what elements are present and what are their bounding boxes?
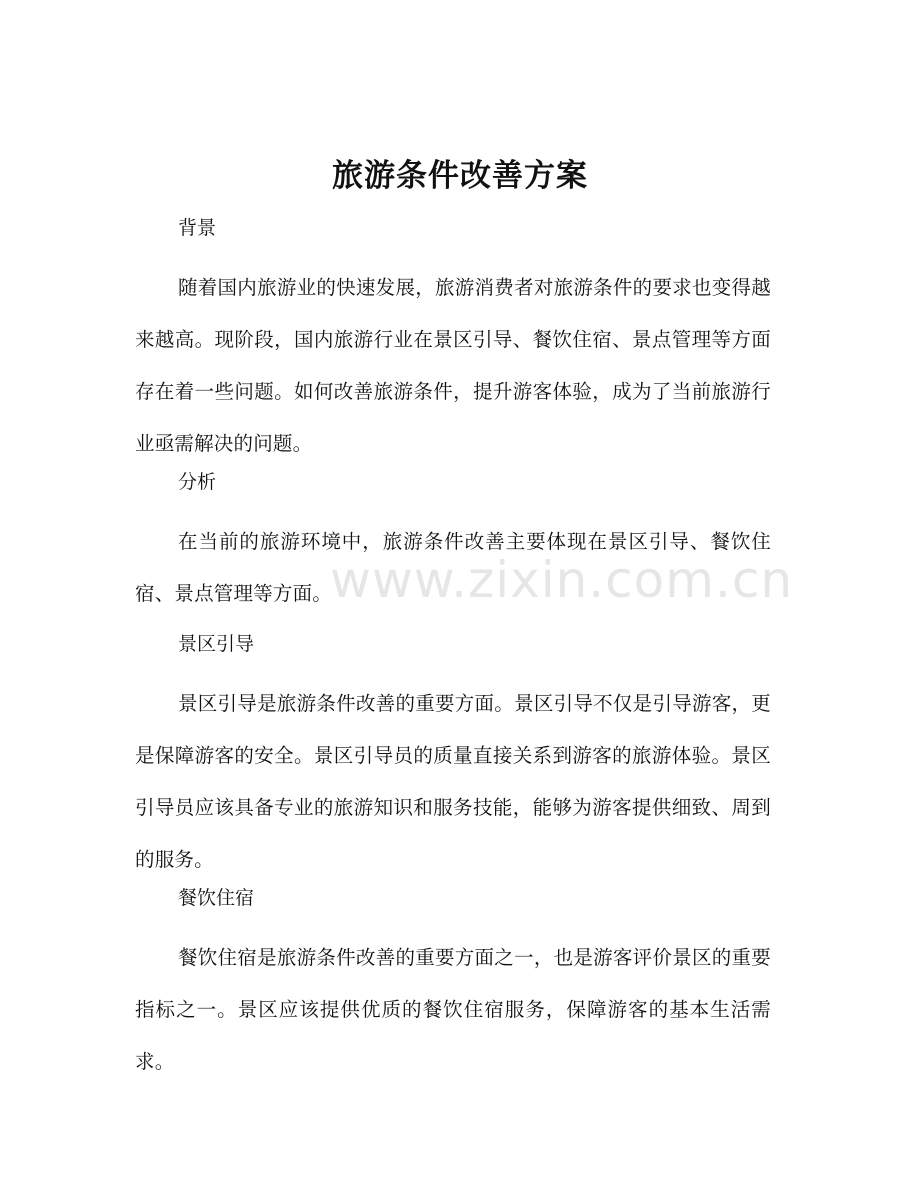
section-body-food-lodging: 餐饮住宿是旅游条件改善的重要方面之一，也是游客评价景区的重要指标之一。景区应该提供优质的餐饮住宿服务，保障游客的基本生活需求。	[135, 946, 771, 1073]
section-heading-food-lodging: 餐饮住宿	[178, 887, 255, 909]
section-heading-analysis: 分析	[178, 471, 217, 493]
section-body-background: 随着国内旅游业的快速发展，旅游消费者对旅游条件的要求也变得越来越高。现阶段，国内旅游行业在景区引导、餐饮住宿、景点管理等方面存在着一些问题。如何改善旅游条件，提升游客体验，成为了当前旅游行业亟需解决的问题。	[135, 276, 771, 455]
section-heading-background: 背景	[178, 217, 217, 239]
watermark: www.zixin.com.cn	[330, 551, 794, 609]
section-heading-scenic-guide: 景区引导	[178, 633, 255, 655]
section-body-analysis: 在当前的旅游环境中，旅游条件改善主要体现在景区引导、餐饮住宿、景点管理等方面。	[135, 530, 771, 605]
section-body-scenic-guide: 景区引导是旅游条件改善的重要方面。景区引导不仅是引导游客，更是保障游客的安全。景区引导员的质量直接关系到游客的旅游体验。景区引导员应该具备专业的旅游知识和服务技能，能够为游客提供细致、周到的服务。	[135, 692, 771, 871]
document-title: 旅游条件改善方案	[332, 158, 588, 194]
